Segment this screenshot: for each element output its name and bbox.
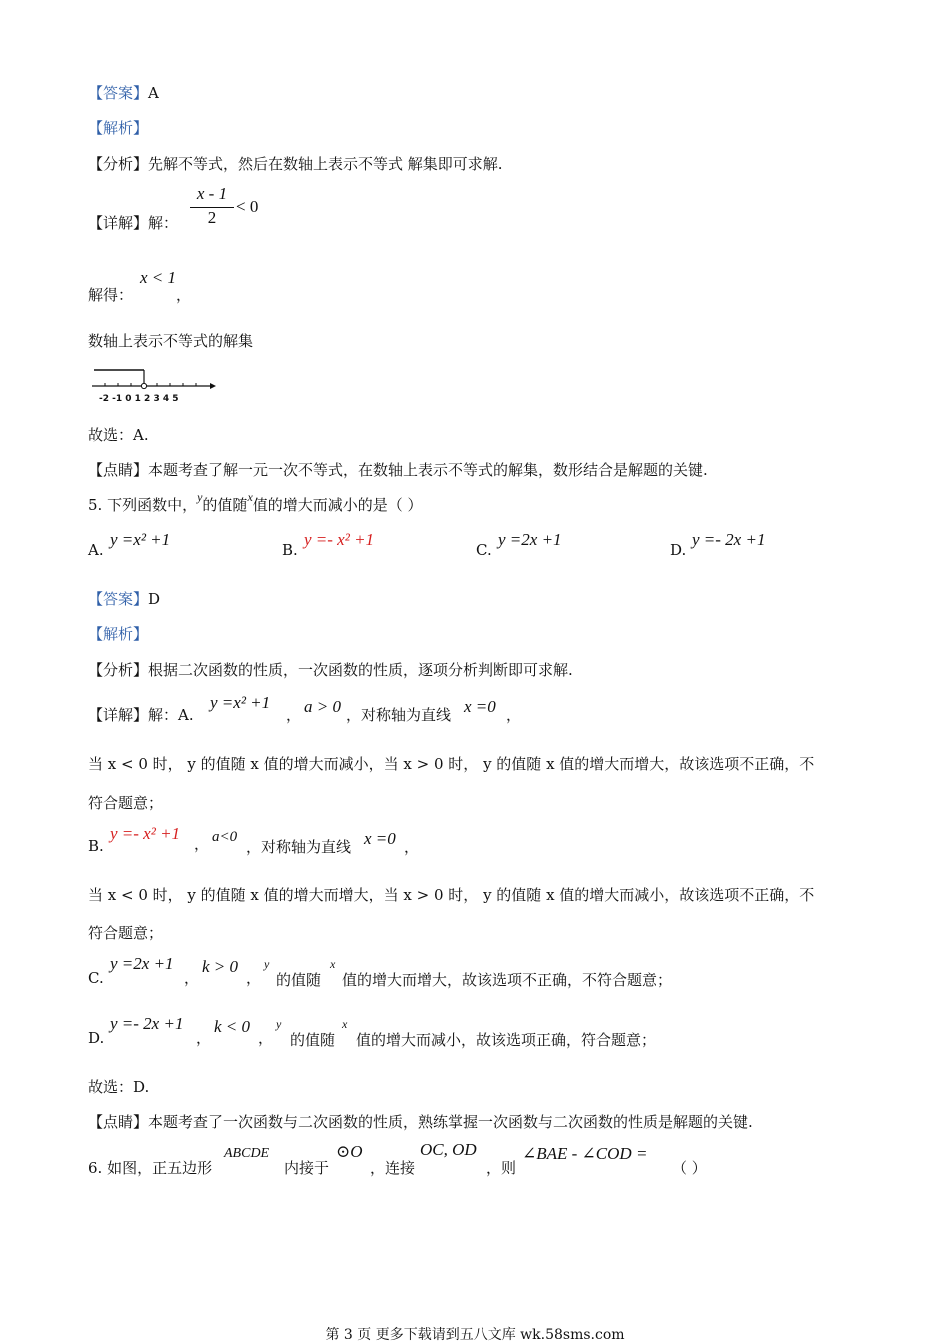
fraction-numerator: x - 1 [196, 184, 228, 203]
q5-stem [88, 490, 423, 515]
option-c-label: C. [476, 541, 492, 559]
q5-a-line3: 符合题意； [88, 794, 164, 812]
detail-d-text2: 值的增大而减小，故该选项正确，符合题意； [356, 1031, 657, 1049]
detail-d-y: y [276, 1017, 282, 1031]
option-b-expr: y =- x² +1 [304, 530, 375, 549]
detail-a-expr: y =x² +1 [210, 693, 271, 712]
q5-b-line3: 符合题意； [88, 924, 164, 942]
q6-circle: ⊙O [336, 1142, 363, 1161]
fraction-denominator: 2 [207, 208, 217, 227]
q6-segs: OC, OD [420, 1140, 477, 1159]
detail-b-expr: y =- x² +1 [110, 824, 181, 843]
detail-d-comma2: ， [258, 1029, 274, 1047]
stem-post: 值的增大而减小的是（ ） [252, 496, 423, 514]
q5-comment-line [88, 1111, 753, 1132]
q4-fenxi-line [88, 153, 503, 174]
detail-c-text: 的值随 [276, 971, 322, 989]
detail-a-end-comma: ， [506, 706, 522, 724]
detail-a-prefix: 解：A. [148, 706, 194, 724]
detail-c-cond: k > 0 [202, 957, 239, 976]
detail-d-cond: k < 0 [214, 1017, 251, 1036]
detail-tag: 【详解】 [88, 706, 149, 724]
fenxi-text: 根据二次函数的性质，一次函数的性质，逐项分析判断即可求解. [148, 661, 573, 679]
q6-mid1: 内接于 [284, 1159, 330, 1177]
fraction [190, 184, 234, 228]
detail-tag: 【详解】 [88, 214, 149, 232]
page-footer: 第 3 页 更多下载请到五八文库 wk.58sms.com [325, 1327, 625, 1343]
detail-prefix: 解： [148, 214, 179, 232]
detail-c-text2: 值的增大而增大，故该选项不正确，不符合题意； [342, 971, 673, 989]
stem-y: y [197, 490, 203, 504]
detail-d-comma: ， [196, 1029, 212, 1047]
detail-c-x: x [330, 957, 336, 971]
q6-mid2: ，连接 [370, 1159, 416, 1177]
detail-b-axis-expr: x =0 [364, 829, 396, 848]
option-a-label: A. [88, 541, 104, 559]
fenxi-tag: 【分析】 [88, 661, 149, 679]
detail-a-axis-expr: x =0 [464, 697, 496, 716]
detail-d-prefix: D. [88, 1029, 105, 1047]
axis-arrow [210, 383, 216, 389]
comment-tag: 【点睛】 [88, 461, 149, 479]
answer-tag: 【答案】 [88, 590, 149, 608]
q6-mid3: ，则 [486, 1159, 517, 1177]
detail-a-cond: a > 0 [304, 697, 341, 716]
q4-comment-line [88, 459, 708, 480]
fenxi-tag: 【分析】 [88, 155, 149, 173]
option-d-expr: y =- 2x +1 [692, 530, 766, 549]
stem-mid: 的值随 [202, 496, 248, 514]
detail-d-x: x [342, 1017, 348, 1031]
detail-c-prefix: C. [88, 969, 104, 987]
q5-detail-a [88, 704, 194, 725]
option-d-label: D. [670, 541, 687, 559]
q4-answer-line [88, 82, 159, 103]
q5-analysis-tag: 【解析】 [88, 625, 149, 643]
open-circle-at-1 [141, 383, 146, 388]
answer-tag: 【答案】 [88, 84, 149, 102]
detail-b-end-comma: ， [404, 838, 420, 856]
option-a-expr: y =x² +1 [110, 530, 171, 549]
comment-tag: 【点睛】 [88, 1113, 149, 1131]
q6-stem-pre: 6. 如图，正五边形 [88, 1159, 213, 1177]
comment-text: 本题考查了解一元一次不等式，在数轴上表示不等式的解集，数形结合是解题的关键. [148, 461, 708, 479]
detail-c-y: y [264, 957, 270, 971]
stem-x: x [247, 490, 253, 504]
answer-value: A [148, 84, 159, 102]
q4-solve-line [88, 284, 133, 305]
detail-b-comma: ， [194, 835, 210, 853]
q4-conclusion: 故选：A. [88, 426, 149, 444]
detail-a-comma: ， [286, 706, 302, 724]
q6-blank: （ ） [672, 1159, 707, 1177]
q5-conclusion: 故选：D. [88, 1078, 150, 1096]
solve-label: 解得： [88, 286, 134, 304]
comment-text: 本题考查了一次函数与二次函数的性质，熟练掌握一次函数与二次函数的性质是解题的关键. [148, 1113, 753, 1131]
q5-answer-line [88, 588, 160, 609]
solve-comma: ， [176, 286, 192, 304]
axis-tick-labels: -2 -1 0 1 2 3 4 5 [99, 394, 179, 404]
q5-b-line2: 当 x < 0 时， y 的值随 x 值的增大而增大，当 x > 0 时， y 的值随 x 值的增大而减小，故该选项不正确，不 [88, 886, 815, 904]
q4-detail-line [88, 212, 178, 233]
q4-analysis-tag: 【解析】 [88, 119, 149, 137]
number-line-figure [90, 366, 220, 404]
detail-a-axis-text: ，对称轴为直线 [346, 706, 452, 724]
detail-b-cond: a<0 [212, 829, 238, 845]
solve-result: x < 1 [140, 268, 177, 287]
q5-fenxi-line [88, 659, 573, 680]
detail-b-axis-text: ，对称轴为直线 [246, 838, 352, 856]
fraction-relation: < 0 [236, 197, 259, 216]
answer-value: D [148, 590, 161, 608]
fenxi-text: 先解不等式，然后在数轴上表示不等式 解集即可求解. [148, 155, 503, 173]
q6-pentagon: ABCDE [224, 1146, 270, 1161]
q6-angle-expr: ∠BAE - ∠COD = [522, 1144, 648, 1163]
detail-c-expr: y =2x +1 [110, 954, 174, 973]
option-b-label: B. [282, 541, 298, 559]
option-c-expr: y =2x +1 [498, 530, 562, 549]
detail-d-text: 的值随 [290, 1031, 336, 1049]
detail-b-prefix: B. [88, 837, 104, 855]
stem-pre: 5. 下列函数中， [88, 496, 198, 514]
numline-caption: 数轴上表示不等式的解集 [88, 332, 254, 350]
detail-c-comma: ， [184, 969, 200, 987]
detail-d-expr: y =- 2x +1 [110, 1014, 184, 1033]
detail-c-comma2: ， [246, 969, 262, 987]
q5-a-line2: 当 x < 0 时， y 的值随 x 值的增大而减小，当 x > 0 时， y 的值随 x 值的增大而增大，故该选项不正确，不 [88, 755, 815, 773]
